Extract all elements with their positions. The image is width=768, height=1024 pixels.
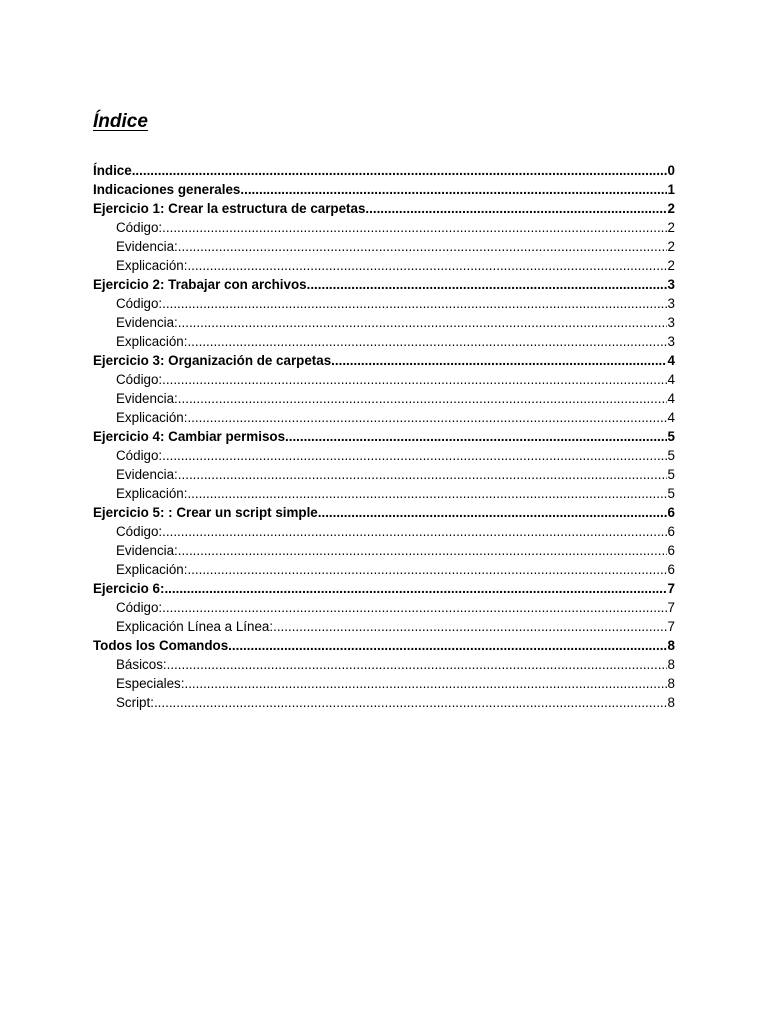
toc-page-number: 6 [667, 562, 675, 577]
toc-subentry[interactable] [93, 237, 675, 256]
toc-dot-leader [162, 446, 666, 465]
toc-page-number: 8 [667, 676, 675, 691]
toc-entry[interactable] [93, 636, 675, 655]
toc-page-number: 3 [667, 334, 675, 349]
toc-page-number: 1 [667, 182, 675, 197]
toc-page-number: 6 [667, 543, 675, 558]
toc-page-number: 2 [667, 258, 675, 273]
toc-dot-leader [318, 503, 667, 522]
toc-page-number: 4 [667, 372, 675, 387]
toc-entry-label: Evidencia: [116, 391, 178, 406]
toc-subentry[interactable] [93, 313, 675, 332]
toc-subentry[interactable] [93, 598, 675, 617]
toc-entry[interactable] [93, 579, 675, 598]
toc-entry-label: Índice [93, 163, 132, 178]
toc-page-number: 3 [667, 277, 675, 292]
toc-entry-label: Código: [116, 600, 163, 615]
toc-dot-leader [187, 560, 666, 579]
toc-dot-leader [154, 693, 667, 712]
toc-page-number: 8 [667, 638, 675, 653]
toc-page-number: 4 [667, 410, 675, 425]
toc-page-number: 7 [667, 619, 675, 634]
toc-dot-leader [162, 218, 666, 237]
toc-entry-label: Ejercicio 6: [93, 581, 165, 596]
toc-dot-leader [178, 465, 667, 484]
toc-page-number: 3 [667, 296, 675, 311]
toc-subentry[interactable] [93, 389, 675, 408]
toc-page-number: 6 [667, 505, 675, 520]
toc-subentry[interactable] [93, 617, 675, 636]
toc-subentry[interactable] [93, 370, 675, 389]
toc-entry-label: Explicación: [116, 486, 188, 501]
toc-page-number: 0 [667, 163, 675, 178]
toc-entry-label: Código: [116, 296, 163, 311]
toc-entry-label: Código: [116, 372, 163, 387]
toc-entry-label: Ejercicio 5: : Crear un script simple [93, 505, 318, 520]
toc-page-number: 4 [667, 391, 675, 406]
toc-subentry[interactable] [93, 408, 675, 427]
toc-entry[interactable] [93, 199, 675, 218]
toc-dot-leader [162, 370, 666, 389]
toc-title: Índice [93, 111, 148, 132]
toc-subentry[interactable] [93, 484, 675, 503]
toc-subentry[interactable] [93, 674, 675, 693]
toc-dot-leader [187, 256, 666, 275]
toc-dot-leader [273, 617, 666, 636]
toc-dot-leader [132, 161, 667, 180]
toc-dot-leader [187, 332, 666, 351]
toc-entry[interactable] [93, 427, 675, 446]
toc-entry-label: Explicación: [116, 258, 188, 273]
toc-dot-leader [285, 427, 667, 446]
toc-dot-leader [164, 579, 666, 598]
toc-page-number: 2 [667, 239, 675, 254]
toc-dot-leader [228, 636, 666, 655]
toc-dot-leader [187, 408, 666, 427]
toc-subentry[interactable] [93, 332, 675, 351]
table-of-contents [93, 161, 675, 712]
toc-entry[interactable] [93, 275, 675, 294]
toc-page-number: 8 [667, 657, 675, 672]
toc-subentry[interactable] [93, 256, 675, 275]
toc-page-number: 5 [667, 467, 675, 482]
toc-entry-label: Evidencia: [116, 543, 178, 558]
toc-entry-label: Ejercicio 2: Trabajar con archivos [93, 277, 307, 292]
toc-entry-label: Script: [116, 695, 154, 710]
toc-subentry[interactable] [93, 541, 675, 560]
toc-entry-label: Código: [116, 524, 163, 539]
toc-dot-leader [162, 598, 666, 617]
toc-entry-label: Explicación: [116, 410, 188, 425]
toc-subentry[interactable] [93, 446, 675, 465]
toc-dot-leader [178, 237, 667, 256]
toc-subentry[interactable] [93, 218, 675, 237]
toc-subentry[interactable] [93, 560, 675, 579]
toc-entry-label: Evidencia: [116, 239, 178, 254]
toc-entry-label: Explicación: [116, 562, 188, 577]
toc-entry-label: Especiales: [116, 676, 185, 691]
toc-subentry[interactable] [93, 693, 675, 712]
toc-entry-label: Básicos: [116, 657, 167, 672]
toc-entry-label: Explicación: [116, 334, 188, 349]
toc-page-number: 8 [667, 695, 675, 710]
toc-dot-leader [184, 674, 666, 693]
toc-entry-label: Ejercicio 3: Organización de carpetas [93, 353, 332, 368]
toc-dot-leader [167, 655, 667, 674]
toc-dot-leader [365, 199, 666, 218]
toc-entry-label: Evidencia: [116, 315, 178, 330]
toc-entry-label: Evidencia: [116, 467, 178, 482]
toc-entry-label: Todos los Comandos [93, 638, 229, 653]
toc-page-number: 6 [667, 524, 675, 539]
toc-subentry[interactable] [93, 294, 675, 313]
toc-dot-leader [162, 522, 666, 541]
toc-entry-label: Explicación Línea a Línea: [116, 619, 274, 634]
toc-entry[interactable] [93, 503, 675, 522]
toc-dot-leader [178, 389, 667, 408]
toc-dot-leader [162, 294, 666, 313]
toc-dot-leader [240, 180, 666, 199]
toc-dot-leader [178, 313, 667, 332]
toc-page-number: 2 [667, 220, 675, 235]
toc-page-number: 2 [667, 201, 675, 216]
toc-subentry[interactable] [93, 522, 675, 541]
toc-entry-label: Indicaciones generales [93, 182, 241, 197]
toc-dot-leader [331, 351, 666, 370]
toc-page-number: 7 [667, 600, 675, 615]
toc-entry-label: Código: [116, 448, 163, 463]
toc-dot-leader [307, 275, 667, 294]
toc-page-number: 4 [667, 353, 675, 368]
toc-subentry[interactable] [93, 465, 675, 484]
toc-page-number: 5 [667, 486, 675, 501]
toc-page-number: 7 [667, 581, 675, 596]
toc-entry[interactable] [93, 351, 675, 370]
toc-entry-label: Ejercicio 4: Cambiar permisos [93, 429, 286, 444]
toc-page-number: 5 [667, 448, 675, 463]
toc-dot-leader [178, 541, 667, 560]
toc-entry[interactable] [93, 161, 675, 180]
toc-page-number: 3 [667, 315, 675, 330]
toc-entry-label: Código: [116, 220, 163, 235]
toc-subentry[interactable] [93, 655, 675, 674]
toc-dot-leader [187, 484, 666, 503]
toc-entry[interactable] [93, 180, 675, 199]
toc-entry-label: Ejercicio 1: Crear la estructura de carpetas [93, 201, 366, 216]
toc-page-number: 5 [667, 429, 675, 444]
